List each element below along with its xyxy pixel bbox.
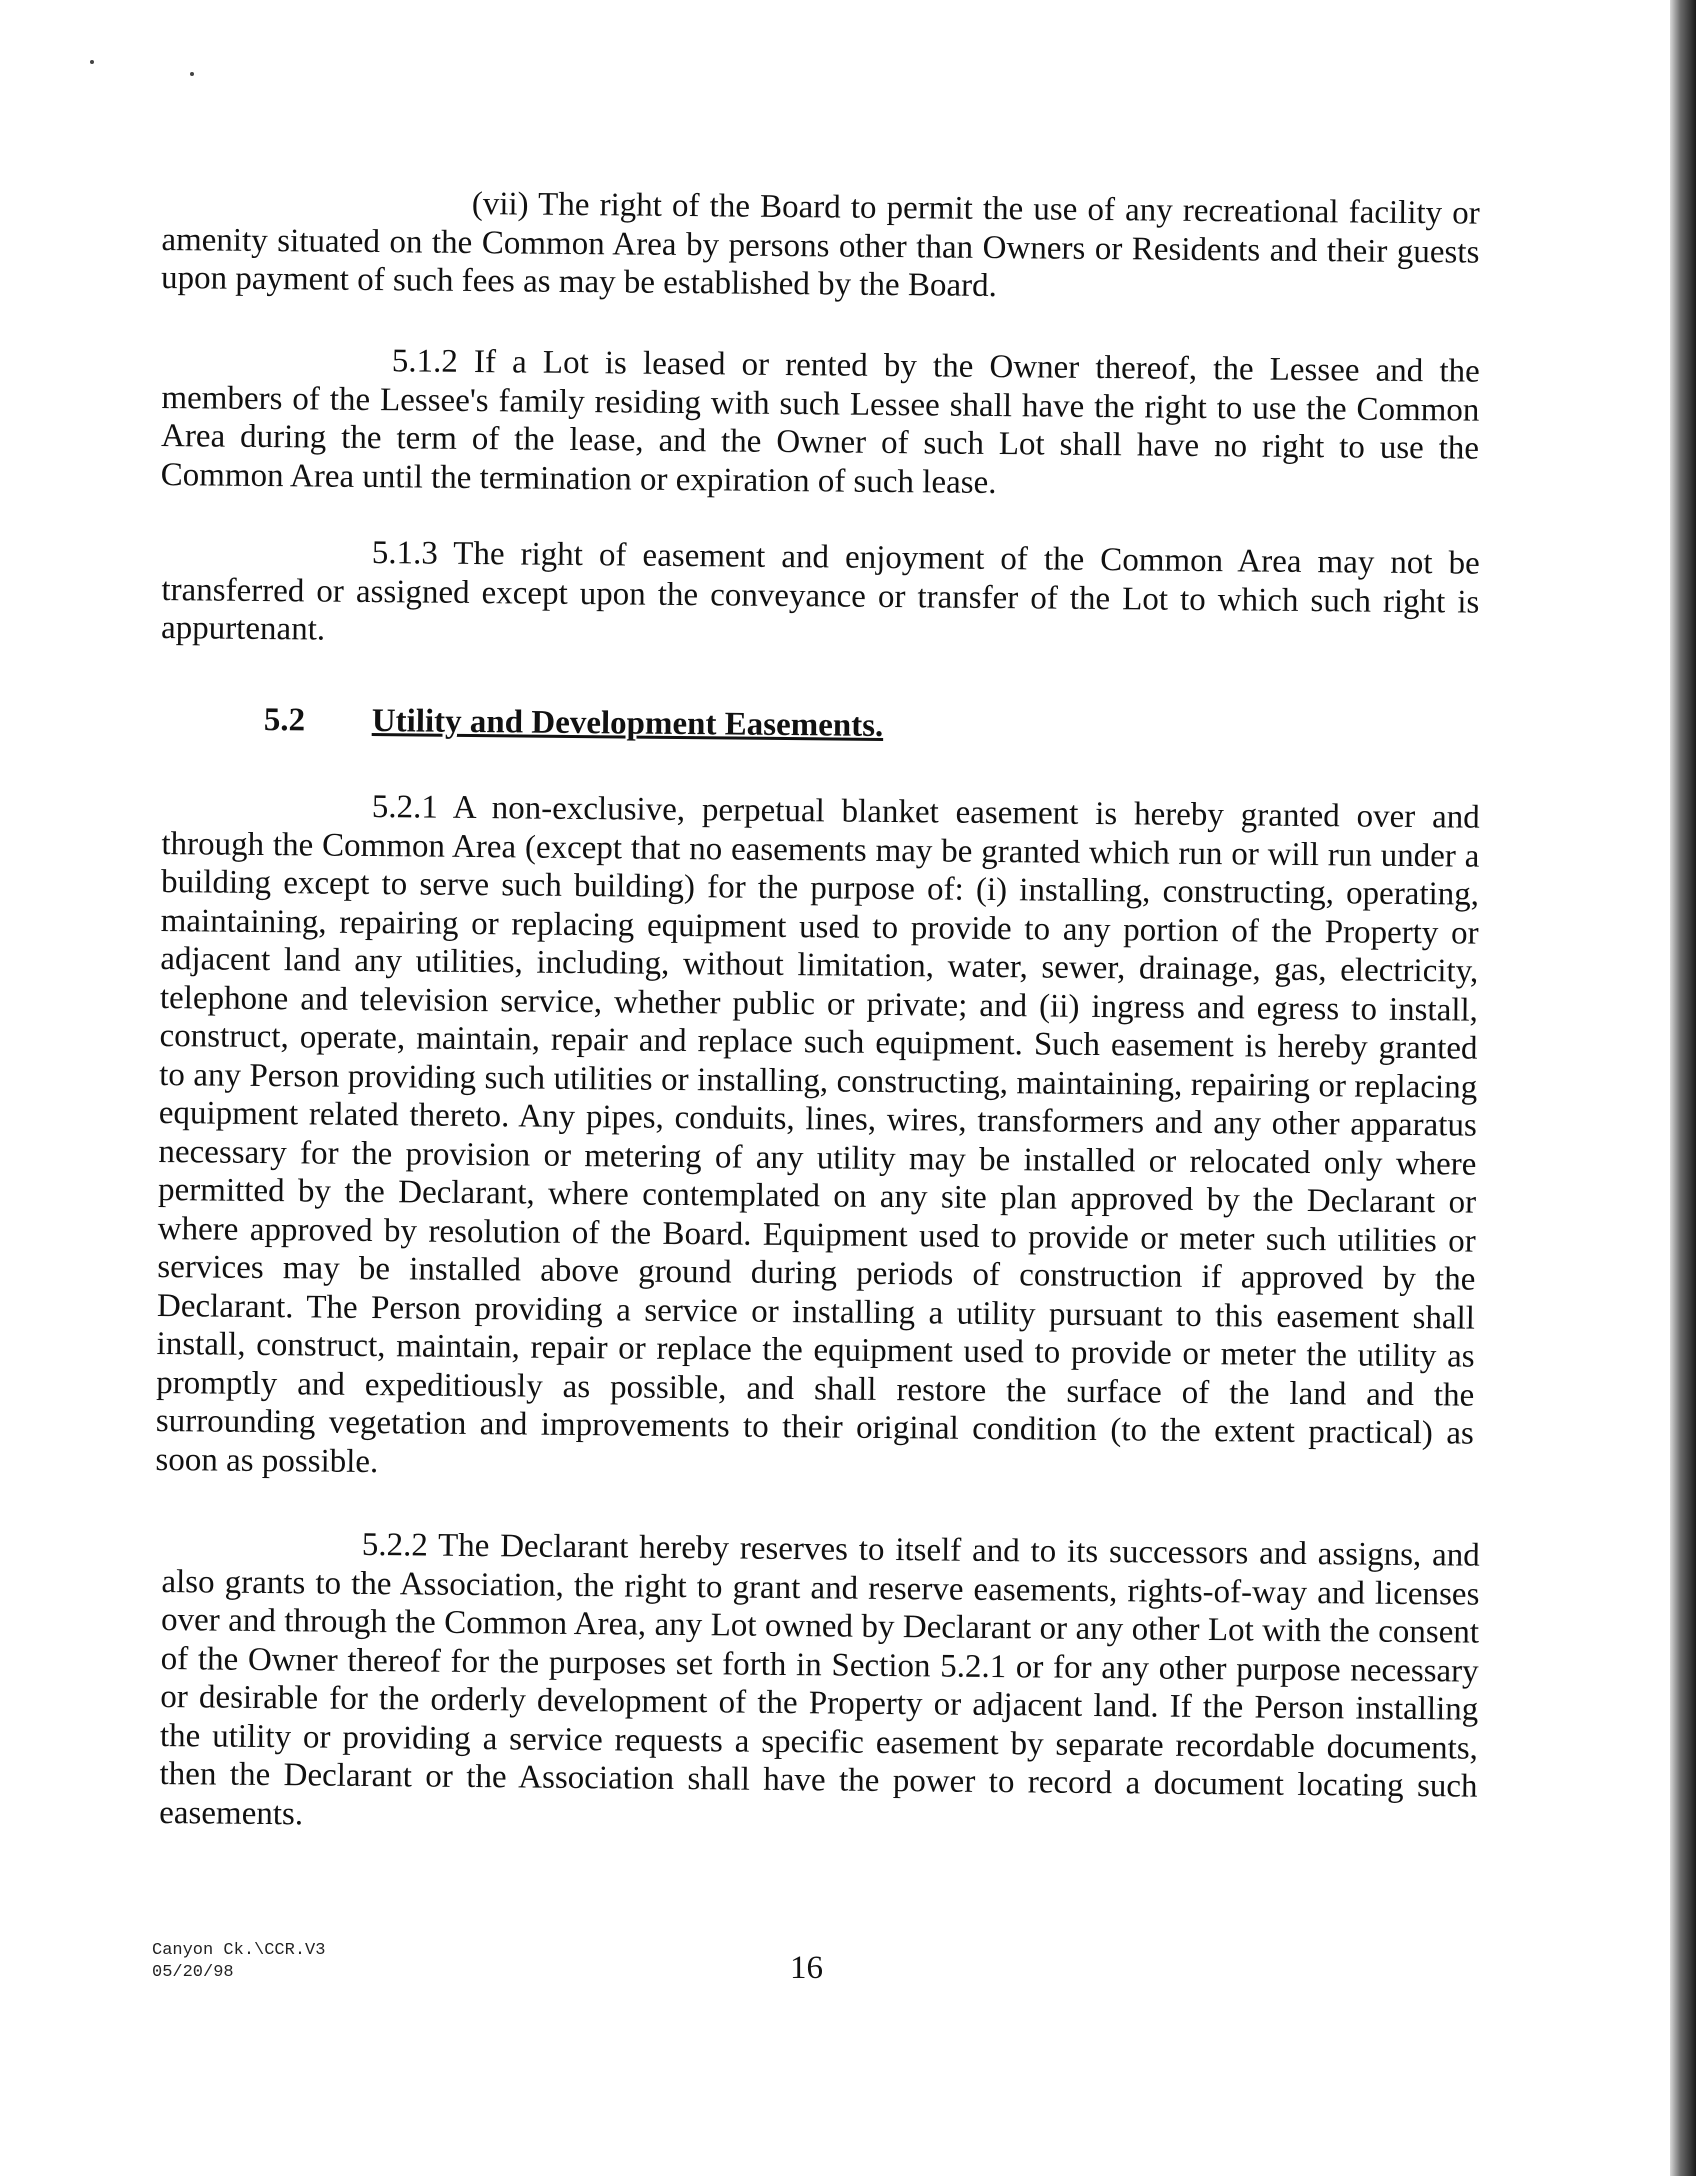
scan-speck <box>190 72 194 76</box>
paragraph-vii: (vii) The right of the Board to permit the use of any recreational facility or amenity situated on the Common Area by persons other than Owners or Residents and their guests upon payment of such fees as may be established by the Board. <box>160 185 1480 305</box>
section-number: 5.2 <box>263 702 306 739</box>
paragraph-5-2-1: 5.2.1 A non-exclusive, perpetual blanket easement is hereby granted over and through the Common Area (except that no easements may be granted which run or will run under a building except to serve such building) for the purpose of: (i) installing, constructing, operating, maintaining, repairing or replacing equipment used to provide to any portion of the Property or adjacent land any utilities, including, without limitation, water, sewer, drainage, gas, electricity, telephone and television service, whether public or private; and (ii) ingress and egress to install, construct, operate, maintain, repair and replace such equipment. Such easement is hereby granted to any Person providing such utilities or installing, constructing, maintaining, repairing or replacing equipment related thereto. Any pipes, conduits, lines, wires, transformers and any other apparatus necessary for the provision or metering of any utility may be installed or relocated only where permitted by the Declarant, where contemplated on any site plan approved by the Declarant or where approved by resolution of the Board. Equipment used to provide or meter such utilities or services may be installed above ground during periods of construction if approved by the Declarant. The Person providing a service or installing a utility pursuant to this easement shall install, construct, maintain, repair or replace the equipment used to provide or meter the utility as promptly and expeditiously as possible, and shall restore the surface of the land and the surrounding vegetation and improvements to their original condition (to the extent practical) as soon as possible. <box>155 789 1480 1480</box>
paragraph-5-1-2: 5.1.2 If a Lot is leased or rented by the Owner thereof, the Lessee and the members of the Lessee's family residing with such Lessee shall have the right to use the Common Area during the term of the lease, and the Owner of such Lot shall have no right to use the Common Area until the termination or expiration of such lease. <box>160 343 1480 501</box>
page-number: 16 <box>790 1950 823 1986</box>
scan-edge-shadow <box>1670 0 1696 2176</box>
scan-speck <box>90 60 94 64</box>
footer-date: 05/20/98 <box>152 1963 234 1982</box>
footer-document-code <box>152 1940 325 1984</box>
section-title: Utility and Development Easements. <box>371 703 884 744</box>
paragraph-5-2-2: 5.2.2 The Declarant hereby reserves to itself and to its successors and assigns, and also grants to the Association, the right to grant and reserve easements, rights-of-way and licenses over and through the Common Area, any Lot owned by Declarant or any other Lot with the consent of the Owner thereof for the purposes set forth in Section 5.2.1 or for any other purpose necessary or desirable for the orderly development of the Property or adjacent land. If the Person installing the utility or providing a service requests a specific easement by separate recordable documents, then the Declarant or the Association shall have the power to record a document locating such easements. <box>159 1526 1480 1832</box>
section-heading <box>264 702 884 745</box>
paragraph-5-1-3: 5.1.3 The right of easement and enjoyment of the Common Area may not be transferred or assigned except upon the conveyance or transfer of the Lot to which such right is appurtenant. <box>160 535 1480 648</box>
footer-file-ref: Canyon Ck.\CCR.V3 <box>152 1941 326 1960</box>
